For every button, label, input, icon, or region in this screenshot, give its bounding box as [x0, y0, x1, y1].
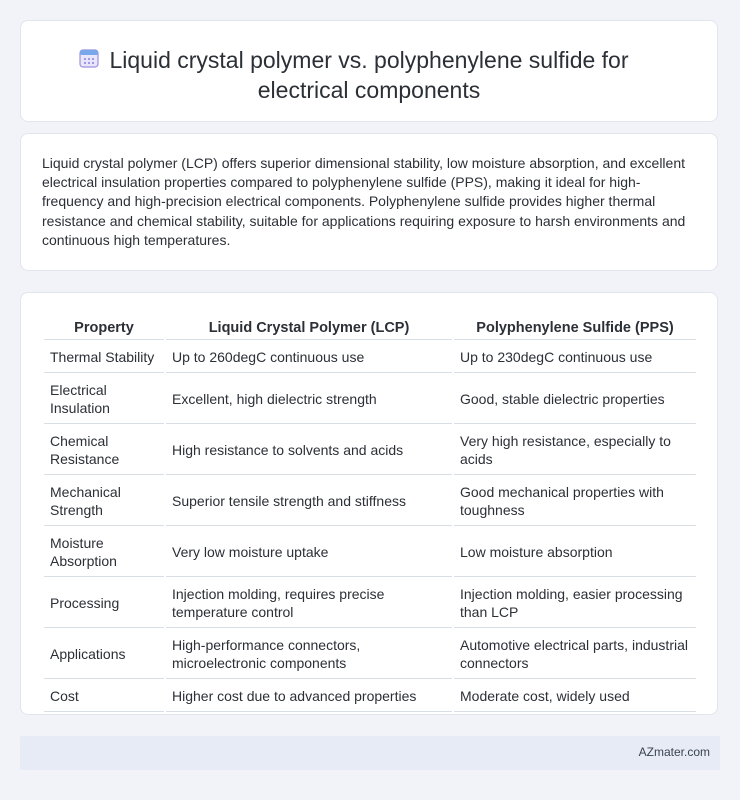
lcp-cell: Excellent, high dielectric strength [166, 375, 452, 424]
lcp-cell: Injection molding, requires precise temperature control [166, 579, 452, 628]
title-card [20, 20, 718, 122]
comparison-card [20, 292, 718, 715]
intro-card [20, 133, 718, 271]
lcp-cell: High resistance to solvents and acids [166, 426, 452, 475]
pps-cell: Low moisture absorption [454, 528, 696, 577]
lcp-cell: Superior tensile strength and stiffness [166, 477, 452, 526]
pps-cell: Injection molding, easier processing than LCP [454, 579, 696, 628]
footer-brand-link[interactable]: AZmater.com [638, 745, 710, 759]
column-header-property: Property [44, 315, 164, 340]
pps-cell: Moderate cost, widely used [454, 681, 696, 712]
property-cell: Processing [44, 579, 164, 628]
page-title: Liquid crystal polymer vs. polyphenylene sulfide for electrical components [109, 47, 629, 103]
property-cell: Cost [44, 681, 164, 712]
table-row [44, 579, 696, 628]
pps-cell: Very high resistance, especially to acids [454, 426, 696, 475]
pps-cell: Good mechanical properties with toughness [454, 477, 696, 526]
column-header-lcp: Liquid Crystal Polymer (LCP) [166, 315, 452, 340]
table-row [44, 528, 696, 577]
intro-paragraph: Liquid crystal polymer (LCP) offers superior dimensional stability, low moisture absorption, and excellent electrical insulation properties compared to polyphenylene sulfide (PPS), making it ideal for high-frequency and high-precision electrical components. Polyphenylene sulfide provides higher thermal resistance and chemical stability, suitable for applications requiring exposure to harsh environments and continuous high temperatures. [42, 155, 686, 248]
property-cell: Electrical Insulation [44, 375, 164, 424]
table-row [44, 426, 696, 475]
footer-bar [20, 736, 720, 770]
pps-cell: Good, stable dielectric properties [454, 375, 696, 424]
table-row [44, 681, 696, 712]
pps-cell: Up to 230degC continuous use [454, 342, 696, 373]
table-row [44, 630, 696, 679]
lcp-cell: Very low moisture uptake [166, 528, 452, 577]
table-header-row [44, 315, 696, 340]
property-cell: Mechanical Strength [44, 477, 164, 526]
property-cell: Applications [44, 630, 164, 679]
property-cell: Thermal Stability [44, 342, 164, 373]
comparison-table [42, 313, 698, 714]
table-row [44, 375, 696, 424]
property-cell: Chemical Resistance [44, 426, 164, 475]
lcp-cell: Up to 260degC continuous use [166, 342, 452, 373]
lcp-cell: High-performance connectors, microelectronic components [166, 630, 452, 679]
column-header-pps: Polyphenylene Sulfide (PPS) [454, 315, 696, 340]
pps-cell: Automotive electrical parts, industrial connectors [454, 630, 696, 679]
property-cell: Moisture Absorption [44, 528, 164, 577]
table-row [44, 342, 696, 373]
lcp-cell: Higher cost due to advanced properties [166, 681, 452, 712]
table-row [44, 477, 696, 526]
